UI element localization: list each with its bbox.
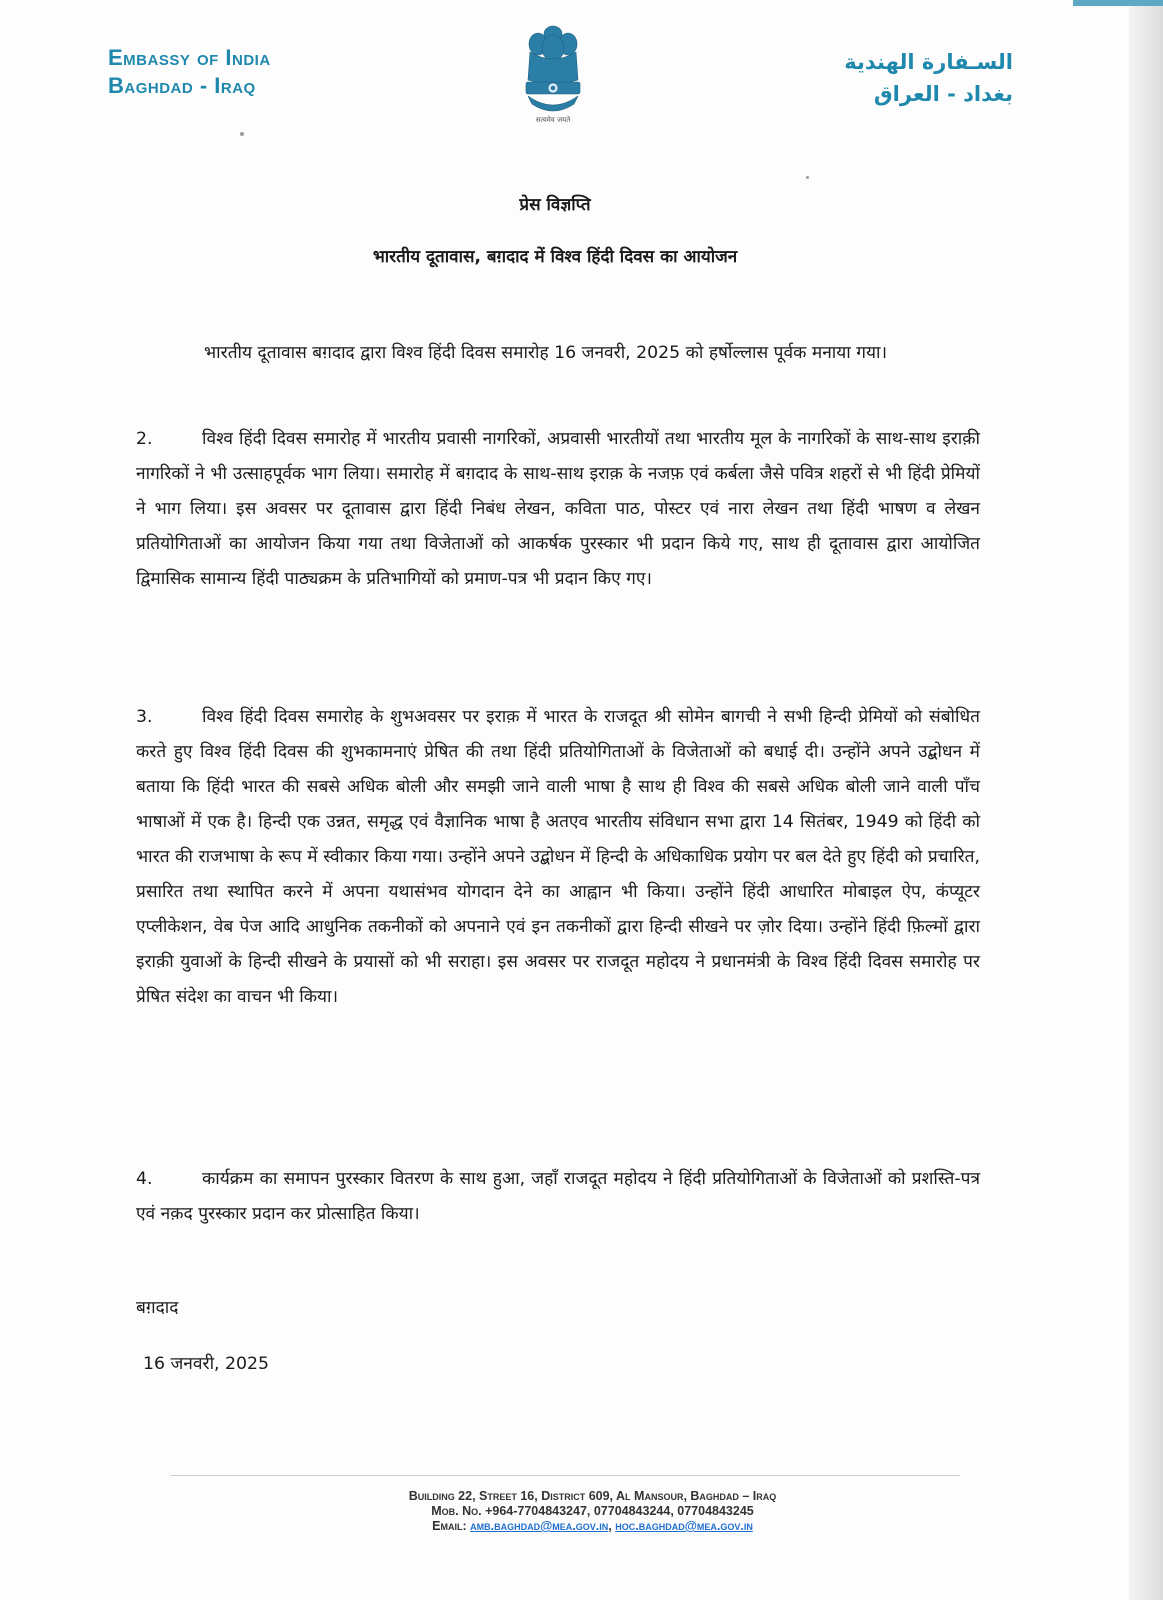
paragraph-3-text: विश्व हिंदी दिवस समारोह के शुभअवसर पर इराक़ में भारत के राजदूत श्री सोमेन बागची ने सभी हिन्दी प्रेमियों को संबोधित करते हुए विश्व हिंदी दिवस की शुभकामनाएं प्रेषित की तथा हिंदी प्रतियोगिताओं के विजेताओं को बधाई दी। उन्होंने अपने उद्बोधन में बताया कि हिंदी भारत की सबसे अधिक बोली और समझी जाने वाली भाषा है साथ ही विश्व की सबसे अधिक बोली जाने वाली पाँच भाषाओं में एक है। हिन्दी एक उन्नत, समृद्ध एवं वैज्ञानिक भाषा है अतएव भारतीय संविधान सभा द्वारा 14 सितंबर, 1949 को हिंदी को भारत की राजभाषा के रूप में स्वीकार किया गया। उन्होंने अपने उद्बोधन में हिन्दी के अधिकाधिक प्रयोग पर बल देते हुए हिंदी को प्रचारित, प्रसारित तथा स्थापित करने में अपना यथासंभव योगदान देने का आह्वान भी किया। उन्होंने हिंदी आधारित मोबाइल ऐप, कंप्यूटर एप्लीकेशन, वेब पेज आदि आधुनिक तकनीकों को अपनाने एवं इन तकनीकों द्वारा हिन्दी सीखने पर ज़ोर दिया। उन्होंने हिंदी फ़िल्मों द्वारा इराक़ी युवाओं के हिन्दी सीखने के प्रयासों को भी सराहा। इस अवसर पर राजदूत महोदय ने प्रधानमंत्री के विश्व हिंदी दिवस समारोह पर प्रेषित संदेश का वाचन भी किया। xyxy=(136,707,980,1007)
embassy-name-arabic xyxy=(844,46,1013,110)
paragraph-1 xyxy=(136,336,980,371)
ashoka-emblem-icon xyxy=(516,22,590,126)
embassy-name-line-2: Baghdad - Iraq xyxy=(108,73,256,98)
embassy-name-arabic-line-2: بغداد - العراق xyxy=(873,82,1013,106)
paragraph-number: 4. xyxy=(136,1169,153,1189)
press-release-heading: भारतीय दूतावास, बग़दाद में विश्व हिंदी दिवस का आयोजन xyxy=(372,247,738,267)
footer-contact xyxy=(0,1489,1163,1534)
scan-edge-shadow xyxy=(1129,0,1163,1600)
footer-email-label: Email: xyxy=(432,1519,467,1533)
paragraph-3 xyxy=(136,700,980,1015)
issue-date: 16 जनवरी, 2025 xyxy=(143,1354,270,1374)
scan-speck xyxy=(806,176,809,179)
paragraph-number: 3. xyxy=(136,707,153,727)
footer-divider xyxy=(170,1475,960,1476)
email-link-amb[interactable]: amb.baghdad@mea.gov.in xyxy=(470,1519,609,1533)
press-release-title: प्रेस विज्ञप्ति xyxy=(519,195,591,215)
emblem-motto: सत्यमेव जयते xyxy=(535,116,571,124)
issue-place: बग़दाद xyxy=(136,1298,179,1318)
footer-phones: Mob. No. +964-7704843247, 07704843244, 07704843245 xyxy=(431,1504,754,1518)
paragraph-2 xyxy=(136,422,980,597)
paragraph-1-text: भारतीय दूतावास बग़दाद द्वारा विश्व हिंदी दिवस समारोह 16 जनवरी, 2025 को हर्षोल्लास पूर्वक मनाया गया। xyxy=(204,343,888,363)
paragraph-4-text: कार्यक्रम का समापन पुरस्कार वितरण के साथ हुआ, जहाँ राजदूत महोदय ने हिंदी प्रतियोगिताओं के विजेताओं को प्रशस्ति-पत्र एवं नक़द पुरस्कार प्रदान कर प्रोत्साहित किया। xyxy=(136,1169,980,1224)
embassy-name-english xyxy=(108,44,271,100)
email-link-hoc[interactable]: hoc.baghdad@mea.gov.in xyxy=(615,1519,753,1533)
footer-address: Building 22, Street 16, District 609, Al Mansour, Baghdad – Iraq xyxy=(408,1489,777,1503)
paragraph-number: 2. xyxy=(136,429,153,449)
embassy-name-line-1: Embassy of India xyxy=(108,45,271,70)
paragraph-4 xyxy=(136,1162,980,1232)
paragraph-2-text: विश्व हिंदी दिवस समारोह में भारतीय प्रवासी नागरिकों, अप्रवासी भारतीयों तथा भारतीय मूल के नागरिकों के साथ-साथ इराक़ी नागरिकों ने भी उत्साहपूर्वक भाग लिया। समारोह में बग़दाद के साथ-साथ इराक़ के नजफ़ एवं कर्बला जैसे पवित्र शहरों से भी हिंदी प्रेमियों ने भाग लिया। इस अवसर पर दूतावास द्वारा हिंदी निबंध लेखन, कविता पाठ, पोस्टर एवं नारा लेखन तथा हिंदी भाषण व लेखन प्रतियोगिताओं का आयोजन किया गया तथा विजेताओं को आकर्षक पुरस्कार भी प्रदान किये गए, साथ ही दूतावास द्वारा आयोजित द्विमासिक सामान्य हिंदी पाठ्यक्रम के प्रतिभागियों को प्रमाण-पत्र भी प्रदान किए गए। xyxy=(136,429,980,589)
footer-emails xyxy=(0,1519,1163,1534)
scan-top-strip xyxy=(1073,0,1163,6)
scan-speck xyxy=(240,132,244,136)
email-separator: , xyxy=(608,1519,612,1533)
embassy-name-arabic-line-1: السـفارة الهندية xyxy=(844,50,1013,74)
